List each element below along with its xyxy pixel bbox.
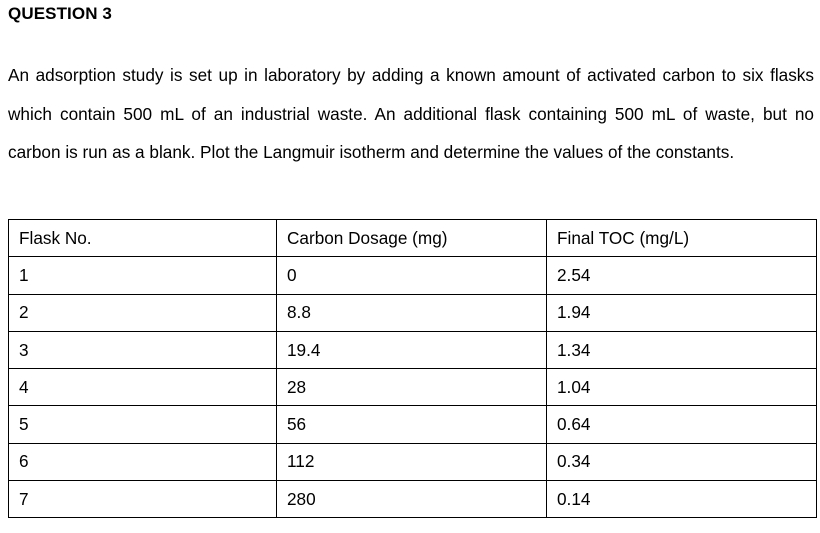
table-row (9, 294, 817, 331)
cell-carbon-dosage: 19.4 (277, 331, 547, 368)
header-flask-no: Flask No. (9, 220, 277, 257)
cell-flask-no: 6 (9, 443, 277, 480)
cell-flask-no: 1 (9, 257, 277, 294)
flask-data-table (8, 219, 817, 518)
cell-flask-no: 5 (9, 406, 277, 443)
cell-final-toc: 0.14 (547, 481, 817, 518)
header-carbon-dosage: Carbon Dosage (mg) (277, 220, 547, 257)
cell-flask-no: 3 (9, 331, 277, 368)
cell-carbon-dosage: 280 (277, 481, 547, 518)
cell-carbon-dosage: 112 (277, 443, 547, 480)
cell-carbon-dosage: 28 (277, 369, 547, 406)
cell-final-toc: 1.04 (547, 369, 817, 406)
table-row (9, 481, 817, 518)
table-row (9, 331, 817, 368)
cell-flask-no: 4 (9, 369, 277, 406)
table-row (9, 443, 817, 480)
question-text: An adsorption study is set up in laboratory by adding a known amount of activated carbon to six flasks which contain 500 mL of an industrial waste. An additional flask containing 500 mL of waste, but no carbon is run as a blank. Plot the Langmuir isotherm and determine the values of the constants. (8, 65, 814, 162)
cell-flask-no: 2 (9, 294, 277, 331)
cell-carbon-dosage: 8.8 (277, 294, 547, 331)
cell-carbon-dosage: 56 (277, 406, 547, 443)
question-heading: QUESTION 3 (8, 4, 112, 23)
table-row (9, 257, 817, 294)
cell-carbon-dosage: 0 (277, 257, 547, 294)
table-row (9, 406, 817, 443)
cell-final-toc: 1.34 (547, 331, 817, 368)
cell-final-toc: 1.94 (547, 294, 817, 331)
cell-final-toc: 2.54 (547, 257, 817, 294)
table-header-row (9, 220, 817, 257)
table-row (9, 369, 817, 406)
cell-flask-no: 7 (9, 481, 277, 518)
header-final-toc: Final TOC (mg/L) (547, 220, 817, 257)
cell-final-toc: 0.34 (547, 443, 817, 480)
cell-final-toc: 0.64 (547, 406, 817, 443)
